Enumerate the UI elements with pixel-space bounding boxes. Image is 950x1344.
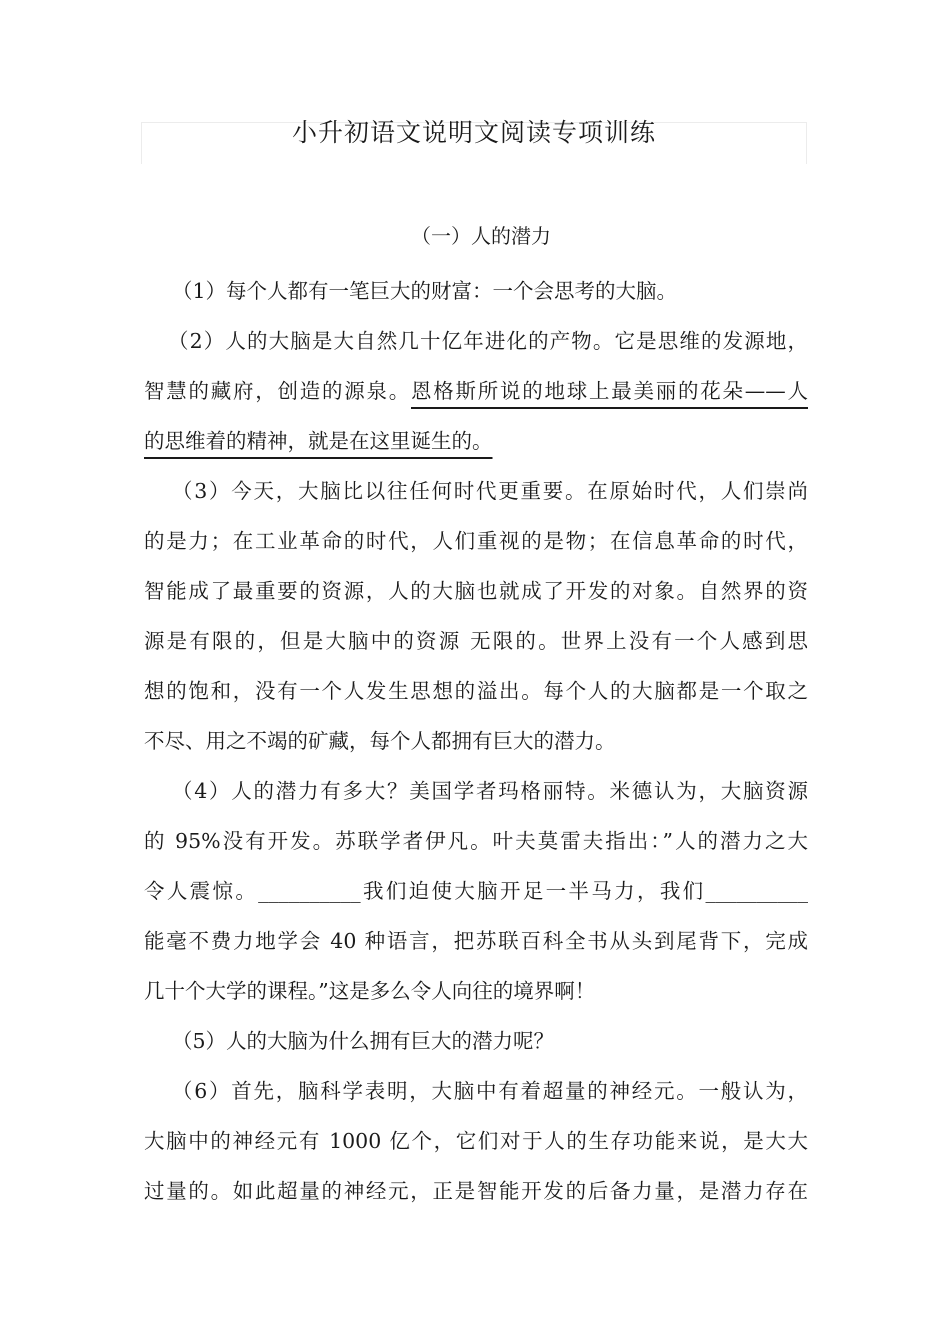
paragraph-text: 智慧的藏府，创造的源泉。 (144, 379, 411, 403)
paragraph-line: 令人震惊。__________我们迫使大脑开足一半马力，我们__________ (144, 879, 808, 903)
paragraph-line (144, 366, 808, 416)
paragraph-line: 的 95%没有开发。苏联学者伊凡。叶夫莫雷夫指出：”人的潜力之大 (144, 829, 808, 853)
paragraph-line: 智能成了最重要的资源，人的大脑也就成了开发的对象。自然界的资 (144, 579, 808, 603)
paragraph-line (144, 416, 808, 466)
document-title: 小升初语文说明文阅读专项训练 (291, 118, 656, 147)
article-body (144, 266, 808, 1216)
paragraph-line: 能毫不费力地学会 40 种语言，把苏联百科全书从头到尾背下，完成 (144, 929, 808, 953)
underlined-sentence: 恩格斯所说的地球上最美丽的花朵——人 (411, 379, 808, 403)
paragraph-line: 过量的。如此超量的神经元，正是智能开发的后备力量，是潜力存在 (144, 1179, 808, 1203)
paragraph-line: （1）每个人都有一笔巨大的财富：一个会思考的大脑。 (172, 279, 678, 303)
section-heading: （一）人的潜力 (411, 224, 551, 248)
paragraph-line: 源是有限的，但是大脑中的资源 无限的。世界上没有一个人感到思 (144, 629, 808, 653)
underlined-sentence: 的思维着的精神，就是在这里诞生的。 (144, 429, 493, 453)
paragraph-line: （6）首先，脑科学表明，大脑中有着超量的神经元。一般认为， (172, 1079, 808, 1103)
paragraph-line: （5）人的大脑为什么拥有巨大的潜力呢？ (172, 1029, 555, 1053)
paragraph-line: （3）今天，大脑比以往任何时代更重要。在原始时代，人们崇尚 (172, 479, 808, 503)
paragraph-line: 的是力；在工业革命的时代，人们重视的是物；在信息革命的时代， (144, 529, 808, 553)
paragraph-line: （2）人的大脑是大自然几十亿年进化的产物。它是思维的发源地， (168, 329, 808, 353)
paragraph-line: 不尽、用之不竭的矿藏，每个人都拥有巨大的潜力。 (144, 729, 616, 753)
paragraph-line: （4）人的潜力有多大？美国学者玛格丽特。米德认为，大脑资源 (172, 779, 808, 803)
paragraph-line: 想的饱和，没有一个人发生思想的溢出。每个人的大脑都是一个取之 (144, 679, 808, 703)
paragraph-line: 大脑中的神经元有 1000 亿个，它们对于人的生存功能来说，是大大 (144, 1129, 808, 1153)
paragraph-line: 几十个大学的课程。”这是多么令人向往的境界啊！ (144, 979, 596, 1003)
